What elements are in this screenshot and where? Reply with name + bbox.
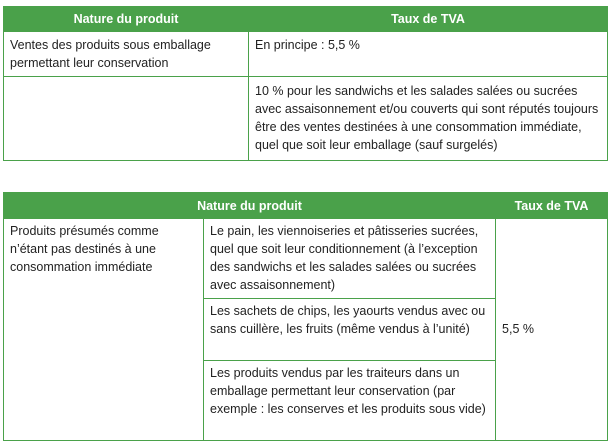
table-row xyxy=(4,77,608,161)
header-taux-de-tva: Taux de TVA xyxy=(249,7,608,32)
product-cell-empty xyxy=(4,77,249,161)
vat-table-packaging xyxy=(3,6,608,161)
item-cell: Le pain, les viennoiseries et pâtisseries sucrées, quel que soit leur conditionnement (à l’exception des sandwichs et les salades salées ou sucrées avec assaisonnement) xyxy=(204,219,496,299)
item-cell: Les produits vendus par les traiteurs dans un emballage permettant leur conservation (par exemple : les conserves et les produits sous vide) xyxy=(204,361,496,441)
product-cell: Ventes des produits sous emballage permettant leur conservation xyxy=(4,32,249,77)
item-cell: Les sachets de chips, les yaourts vendus avec ou sans cuillère, les fruits (même vendus à l’unité) xyxy=(204,299,496,361)
table-header-row xyxy=(4,193,608,219)
table-row xyxy=(4,32,608,77)
header-taux-de-tva: Taux de TVA xyxy=(496,193,608,219)
table-header-row xyxy=(4,7,608,32)
header-nature-du-produit: Nature du produit xyxy=(4,7,249,32)
vat-table-non-immediate xyxy=(3,192,608,441)
rate-cell: 5,5 % xyxy=(496,219,608,441)
header-nature-du-produit: Nature du produit xyxy=(4,193,496,219)
table-row xyxy=(4,219,608,299)
rate-cell: 10 % pour les sandwichs et les salades salées ou sucrées avec assaisonnement et/ou couverts qui sont réputés toujours être des ventes destinées à une consommation immédiate, quel que soit leur emballage (sauf surgelés) xyxy=(249,77,608,161)
rate-cell: En principe : 5,5 % xyxy=(249,32,608,77)
category-cell: Produits présumés comme n’étant pas destinés à une consommation immédiate xyxy=(4,219,204,441)
